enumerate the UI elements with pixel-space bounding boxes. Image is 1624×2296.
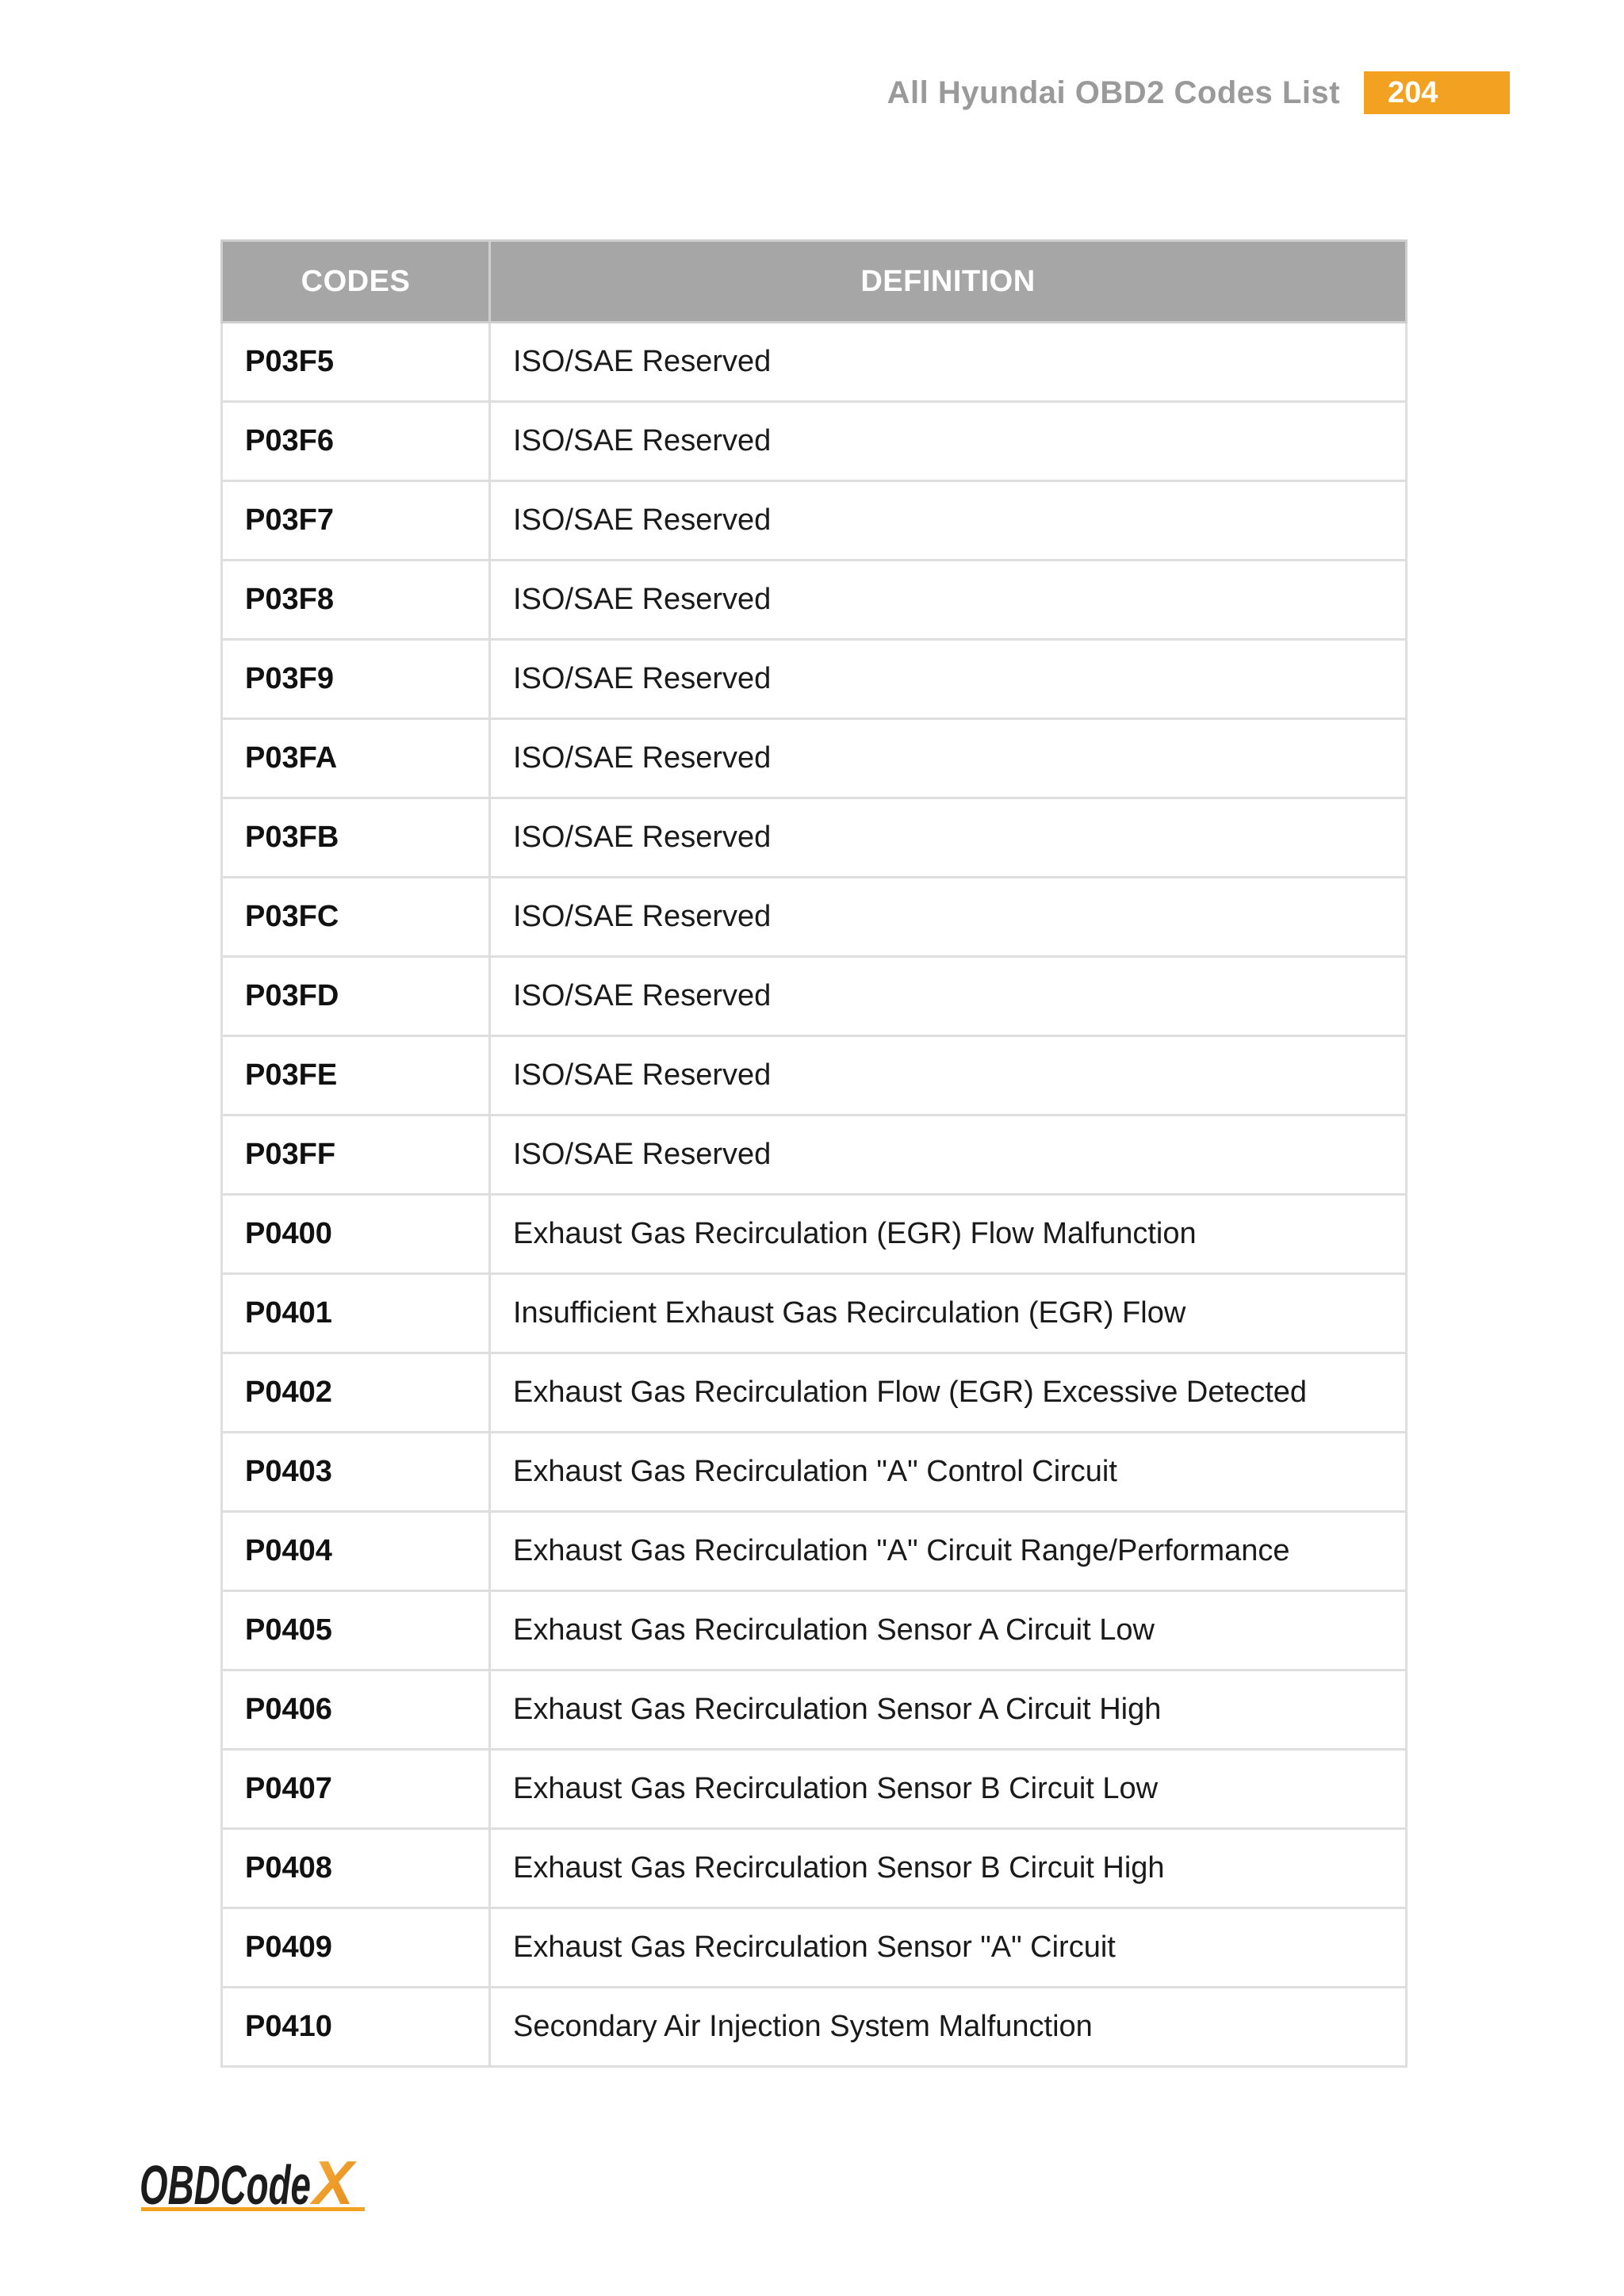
definition-cell: Exhaust Gas Recirculation Sensor A Circuit Low — [490, 1591, 1407, 1670]
code-cell: P0407 — [222, 1750, 490, 1829]
definition-cell: ISO/SAE Reserved — [490, 878, 1407, 957]
table-row — [222, 1829, 1407, 1908]
code-cell: P0402 — [222, 1353, 490, 1433]
definition-cell: Exhaust Gas Recirculation Sensor B Circuit Low — [490, 1750, 1407, 1829]
code-cell: P03FC — [222, 878, 490, 957]
table-row — [222, 640, 1407, 719]
table-row — [222, 1115, 1407, 1195]
table-row — [222, 957, 1407, 1036]
table-row — [222, 878, 1407, 957]
table-row — [222, 1274, 1407, 1353]
code-cell: P03F9 — [222, 640, 490, 719]
code-cell: P0409 — [222, 1908, 490, 1988]
code-cell: P0403 — [222, 1433, 490, 1512]
table-row — [222, 481, 1407, 561]
code-cell: P03F6 — [222, 402, 490, 481]
table-row — [222, 1353, 1407, 1433]
code-cell: P0405 — [222, 1591, 490, 1670]
code-cell: P0410 — [222, 1988, 490, 2067]
table-row — [222, 561, 1407, 640]
code-cell: P03FA — [222, 719, 490, 798]
definition-cell: Exhaust Gas Recirculation Flow (EGR) Excessive Detected — [490, 1353, 1407, 1433]
table-row — [222, 1036, 1407, 1115]
definition-cell: Exhaust Gas Recirculation Sensor B Circuit High — [490, 1829, 1407, 1908]
table-row — [222, 1433, 1407, 1512]
definition-cell: ISO/SAE Reserved — [490, 1115, 1407, 1195]
definition-cell: ISO/SAE Reserved — [490, 719, 1407, 798]
table-row — [222, 1195, 1407, 1274]
code-cell: P03F8 — [222, 561, 490, 640]
logo-wordmark: OBDCode — [140, 2154, 311, 2216]
table-row — [222, 1670, 1407, 1750]
page-header — [887, 71, 1510, 114]
page-number-badge: 204 — [1364, 71, 1510, 114]
definition-cell: ISO/SAE Reserved — [490, 561, 1407, 640]
code-cell: P03FD — [222, 957, 490, 1036]
table-row — [222, 1750, 1407, 1829]
code-cell: P0401 — [222, 1274, 490, 1353]
document-title: All Hyundai OBD2 Codes List — [887, 75, 1340, 110]
table-row — [222, 1591, 1407, 1670]
definition-cell: ISO/SAE Reserved — [490, 402, 1407, 481]
table-row — [222, 798, 1407, 878]
definition-cell: ISO/SAE Reserved — [490, 481, 1407, 561]
code-cell: P0406 — [222, 1670, 490, 1750]
code-cell: P0400 — [222, 1195, 490, 1274]
code-cell: P03FB — [222, 798, 490, 878]
definition-cell: Exhaust Gas Recirculation (EGR) Flow Malfunction — [490, 1195, 1407, 1274]
column-header-definition: DEFINITION — [490, 241, 1407, 323]
code-cell: P03FE — [222, 1036, 490, 1115]
definition-cell: ISO/SAE Reserved — [490, 1036, 1407, 1115]
definition-cell: Insufficient Exhaust Gas Recirculation (EGR) Flow — [490, 1274, 1407, 1353]
definition-cell: Exhaust Gas Recirculation "A" Circuit Range/Performance — [490, 1512, 1407, 1591]
table-row — [222, 719, 1407, 798]
table-row — [222, 402, 1407, 481]
definition-cell: Exhaust Gas Recirculation "A" Control Circuit — [490, 1433, 1407, 1512]
definition-cell: ISO/SAE Reserved — [490, 640, 1407, 719]
logo-x-mark: X — [312, 2152, 354, 2218]
table-header-row — [222, 241, 1407, 323]
code-cell: P03F7 — [222, 481, 490, 561]
table-row — [222, 1512, 1407, 1591]
table-body — [222, 323, 1407, 2067]
definition-cell: ISO/SAE Reserved — [490, 798, 1407, 878]
table-row — [222, 1908, 1407, 1988]
code-cell: P0404 — [222, 1512, 490, 1591]
table-row — [222, 323, 1407, 402]
table-row — [222, 1988, 1407, 2067]
definition-cell: Exhaust Gas Recirculation Sensor A Circuit High — [490, 1670, 1407, 1750]
code-cell: P03F5 — [222, 323, 490, 402]
column-header-codes: CODES — [222, 241, 490, 323]
definition-cell: ISO/SAE Reserved — [490, 957, 1407, 1036]
codes-table — [220, 239, 1408, 2068]
code-cell: P03FF — [222, 1115, 490, 1195]
definition-cell: Secondary Air Injection System Malfunction — [490, 1988, 1407, 2067]
definition-cell: ISO/SAE Reserved — [490, 323, 1407, 402]
definition-cell: Exhaust Gas Recirculation Sensor "A" Circuit — [490, 1908, 1407, 1988]
obdcodex-logo — [136, 2152, 374, 2218]
code-cell: P0408 — [222, 1829, 490, 1908]
